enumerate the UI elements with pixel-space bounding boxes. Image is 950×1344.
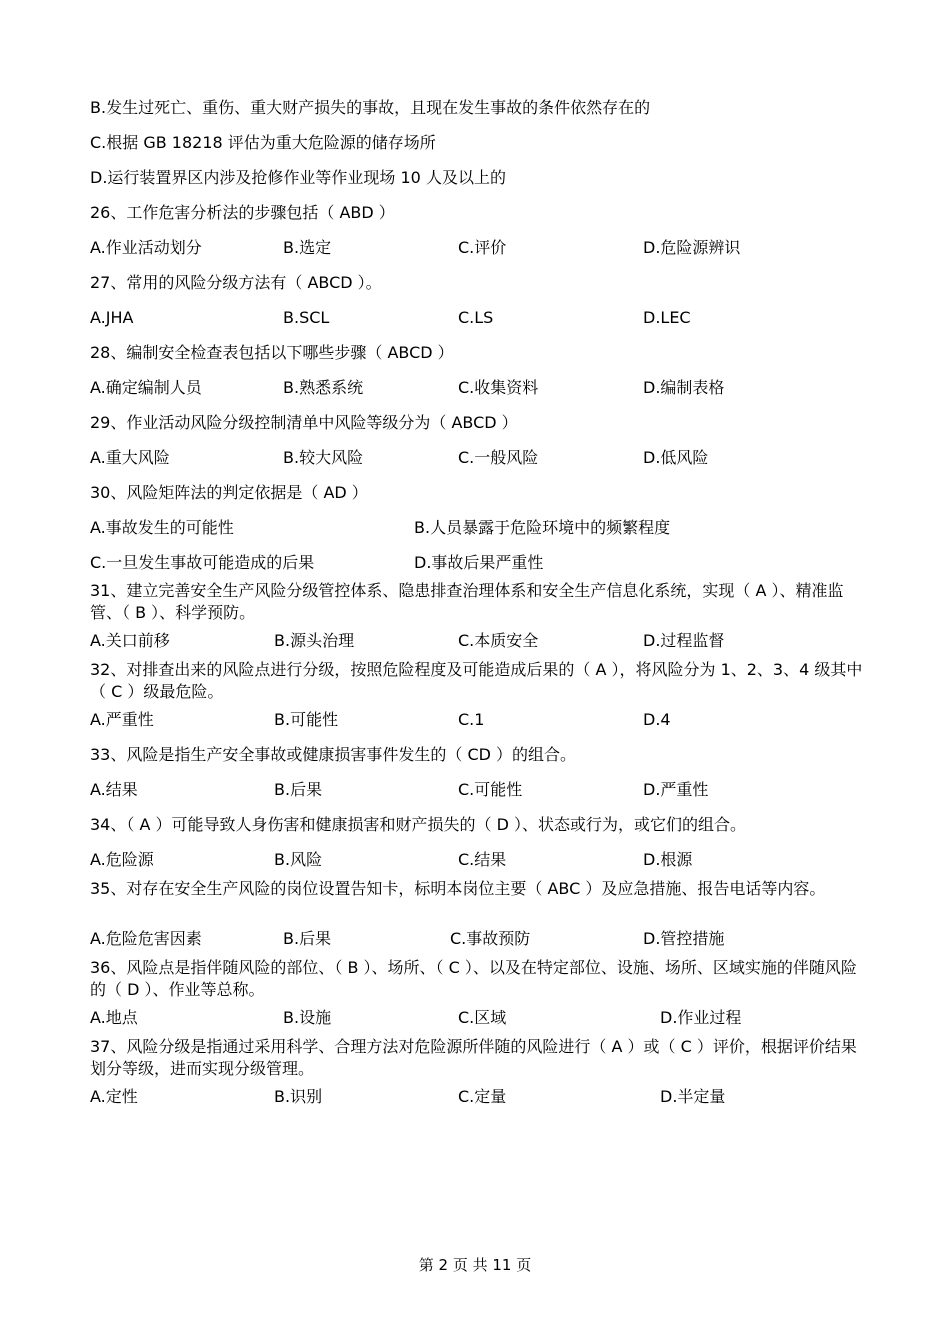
q27-option-c: C.LS	[458, 308, 494, 327]
option-line-c-prev: C.根据 GB 18218 评估为重大危险源的储存场所	[90, 133, 436, 152]
q32-option-d: D.4	[643, 710, 671, 729]
q37-option-a: A.定性	[90, 1087, 138, 1106]
q35-option-b: B.后果	[283, 929, 332, 948]
q27-option-a: A.JHA	[90, 308, 134, 327]
question-28: 28、编制安全检查表包括以下哪些步骤（ ABCD ）	[90, 343, 454, 362]
q37-option-b: B.识别	[274, 1087, 323, 1106]
q26-option-c: C.评价	[458, 238, 507, 257]
q32-option-b: B.可能性	[274, 710, 339, 729]
q33-option-d: D.严重性	[643, 780, 709, 799]
q33-option-c: C.可能性	[458, 780, 523, 799]
q34-option-b: B.风险	[274, 850, 323, 869]
q37-option-c: C.定量	[458, 1087, 507, 1106]
q31-option-c: C.本质安全	[458, 631, 539, 650]
q33-option-a: A.结果	[90, 780, 138, 799]
question-29: 29、作业活动风险分级控制清单中风险等级分为（ ABCD ）	[90, 413, 518, 432]
q37-option-d: D.半定量	[660, 1087, 726, 1106]
q34-option-a: A.危险源	[90, 850, 154, 869]
q26-option-d: D.危险源辨识	[643, 238, 741, 257]
q36-option-a: A.地点	[90, 1008, 138, 1027]
q28-option-d: D.编制表格	[643, 378, 725, 397]
q26-option-a: A.作业活动划分	[90, 238, 202, 257]
question-33: 33、风险是指生产安全事故或健康损害事件发生的（ CD ）的组合。	[90, 745, 577, 764]
q28-option-b: B.熟悉系统	[283, 378, 364, 397]
q36-option-c: C.区域	[458, 1008, 507, 1027]
q30-option-d: D.事故后果严重性	[414, 553, 544, 572]
question-36: 36、风险点是指伴随风险的部位、（ B ）、场所、（ C ）、以及在特定部位、设施、场所、区域实施的伴随风险的（ D ）、作业等总称。	[90, 958, 857, 999]
question-27: 27、常用的风险分级方法有（ ABCD ）。	[90, 273, 382, 292]
q35-option-d: D.管控措施	[643, 929, 725, 948]
question-37: 37、风险分级是指通过采用科学、合理方法对危险源所伴随的风险进行（ A ）或（ C ）评价，根据评价结果划分等级，进而实现分级管理。	[90, 1037, 857, 1078]
q34-option-d: D.根源	[643, 850, 693, 869]
q29-option-b: B.较大风险	[283, 448, 364, 467]
q35-option-a: A.危险危害因素	[90, 929, 202, 948]
question-26: 26、工作危害分析法的步骤包括（ ABD ）	[90, 203, 395, 222]
q30-option-c: C.一旦发生事故可能造成的后果	[90, 553, 315, 572]
q34-option-c: C.结果	[458, 850, 507, 869]
q30-option-a: A.事故发生的可能性	[90, 518, 234, 537]
q29-option-c: C.一般风险	[458, 448, 539, 467]
q30-option-b: B.人员暴露于危险环境中的频繁程度	[414, 518, 671, 537]
q33-option-b: B.后果	[274, 780, 323, 799]
q27-option-b: B.SCL	[283, 308, 330, 327]
q32-option-c: C.1	[458, 710, 485, 729]
q32-option-a: A.严重性	[90, 710, 154, 729]
q36-option-b: B.设施	[283, 1008, 332, 1027]
q36-option-d: D.作业过程	[660, 1008, 742, 1027]
q31-option-b: B.源头治理	[274, 631, 355, 650]
q31-option-d: D.过程监督	[643, 631, 725, 650]
q29-option-a: A.重大风险	[90, 448, 170, 467]
q35-option-c: C.事故预防	[450, 929, 531, 948]
option-line-b-prev: B.发生过死亡、重伤、重大财产损失的事故，且现在发生事故的条件依然存在的	[90, 98, 651, 117]
q26-option-b: B.选定	[283, 238, 332, 257]
q29-option-d: D.低风险	[643, 448, 709, 467]
q28-option-a: A.确定编制人员	[90, 378, 202, 397]
page-number-footer: 第 2 页 共 11 页	[418, 1256, 532, 1274]
q31-option-a: A.关口前移	[90, 631, 170, 650]
option-line-d-prev: D.运行装置界区内涉及抢修作业等作业现场 10 人及以上的	[90, 168, 506, 187]
question-35: 35、对存在安全生产风险的岗位设置告知卡，标明本岗位主要（ ABC ）及应急措施、报告电话等内容。	[90, 879, 826, 898]
question-30: 30、风险矩阵法的判定依据是（ AD ）	[90, 483, 368, 502]
question-31: 31、建立完善安全生产风险分级管控体系、隐患排查治理体系和安全生产信息化系统，实现（ A ）、精准监管、（ B ）、科学预防。	[90, 581, 844, 622]
question-34: 34、（ A ）可能导致人身伤害和健康损害和财产损失的（ D ）、状态或行为，或它们的组合。	[90, 815, 746, 834]
q27-option-d: D.LEC	[643, 308, 691, 327]
q28-option-c: C.收集资料	[458, 378, 539, 397]
question-32: 32、对排查出来的风险点进行分级，按照危险程度及可能造成后果的（ A ），将风险分为 1、2、3、4 级其中（ C ）级最危险。	[90, 660, 863, 701]
